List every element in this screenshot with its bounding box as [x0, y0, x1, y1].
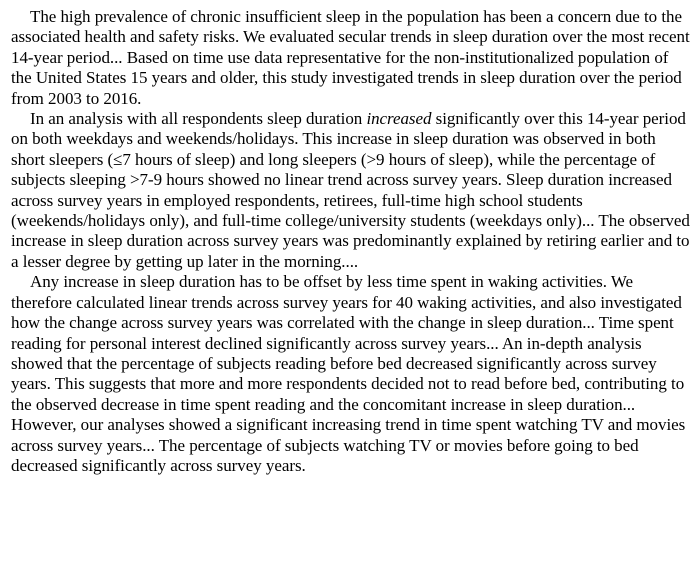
paragraph-1 [11, 7, 690, 109]
paragraph-2 [11, 109, 690, 272]
paragraph-3-text: Any increase in sleep duration has to be offset by less time spent in waking activities. We therefore calculated linear trends across survey years for 40 waking activities, and also investigated how the change across survey years was correlated with the change in sleep duration... Time spent reading for personal interest declined significantly across survey years... An in-depth analysis showed that the percentage of subjects reading before bed decreased significantly across survey years. This suggests that more and more respondents decided not to read before bed, contributing to the observed decrease in time spent reading and the concomitant increase in sleep duration... However, our analyses showed a significant increasing trend in time spent watching TV and movies across survey years... The percentage of subjects watching TV or movies before going to bed decreased significantly across survey years. [11, 272, 686, 475]
paragraph-3 [11, 272, 690, 476]
emphasized-word-increased: increased [366, 109, 432, 129]
paragraph-2-text-end: significantly over this 14-year period on both weekdays and weekends/holidays. This increase in sleep duration was observed in both short sleepers (≤7 hours of sleep) and long sleepers (>9 hours of sleep), while the percentage of subjects sleeping >7-9 hours showed no linear trend across survey years. Sleep duration increased across survey years in employed respondents, retirees, full-time high school students (weekends/holidays only), and full-time college/university students (weekdays only)... The observed increase in sleep duration across survey years was predominantly explained by retiring earlier and to a lesser degree by getting up later in the morning.... [11, 109, 690, 271]
paragraph-2-text-start: In an analysis with all respondents sleep duration [30, 109, 367, 129]
paragraph-1-text: The high prevalence of chronic insufficient sleep in the population has been a concern due to the associated health and safety risks. We evaluated secular trends in sleep duration over the most recent 14-year period... Based on time use data representative for the non-institutionalized population of the United States 15 years and older, this study investigated trends in sleep duration over the period from 2003 to 2016. [11, 7, 690, 108]
